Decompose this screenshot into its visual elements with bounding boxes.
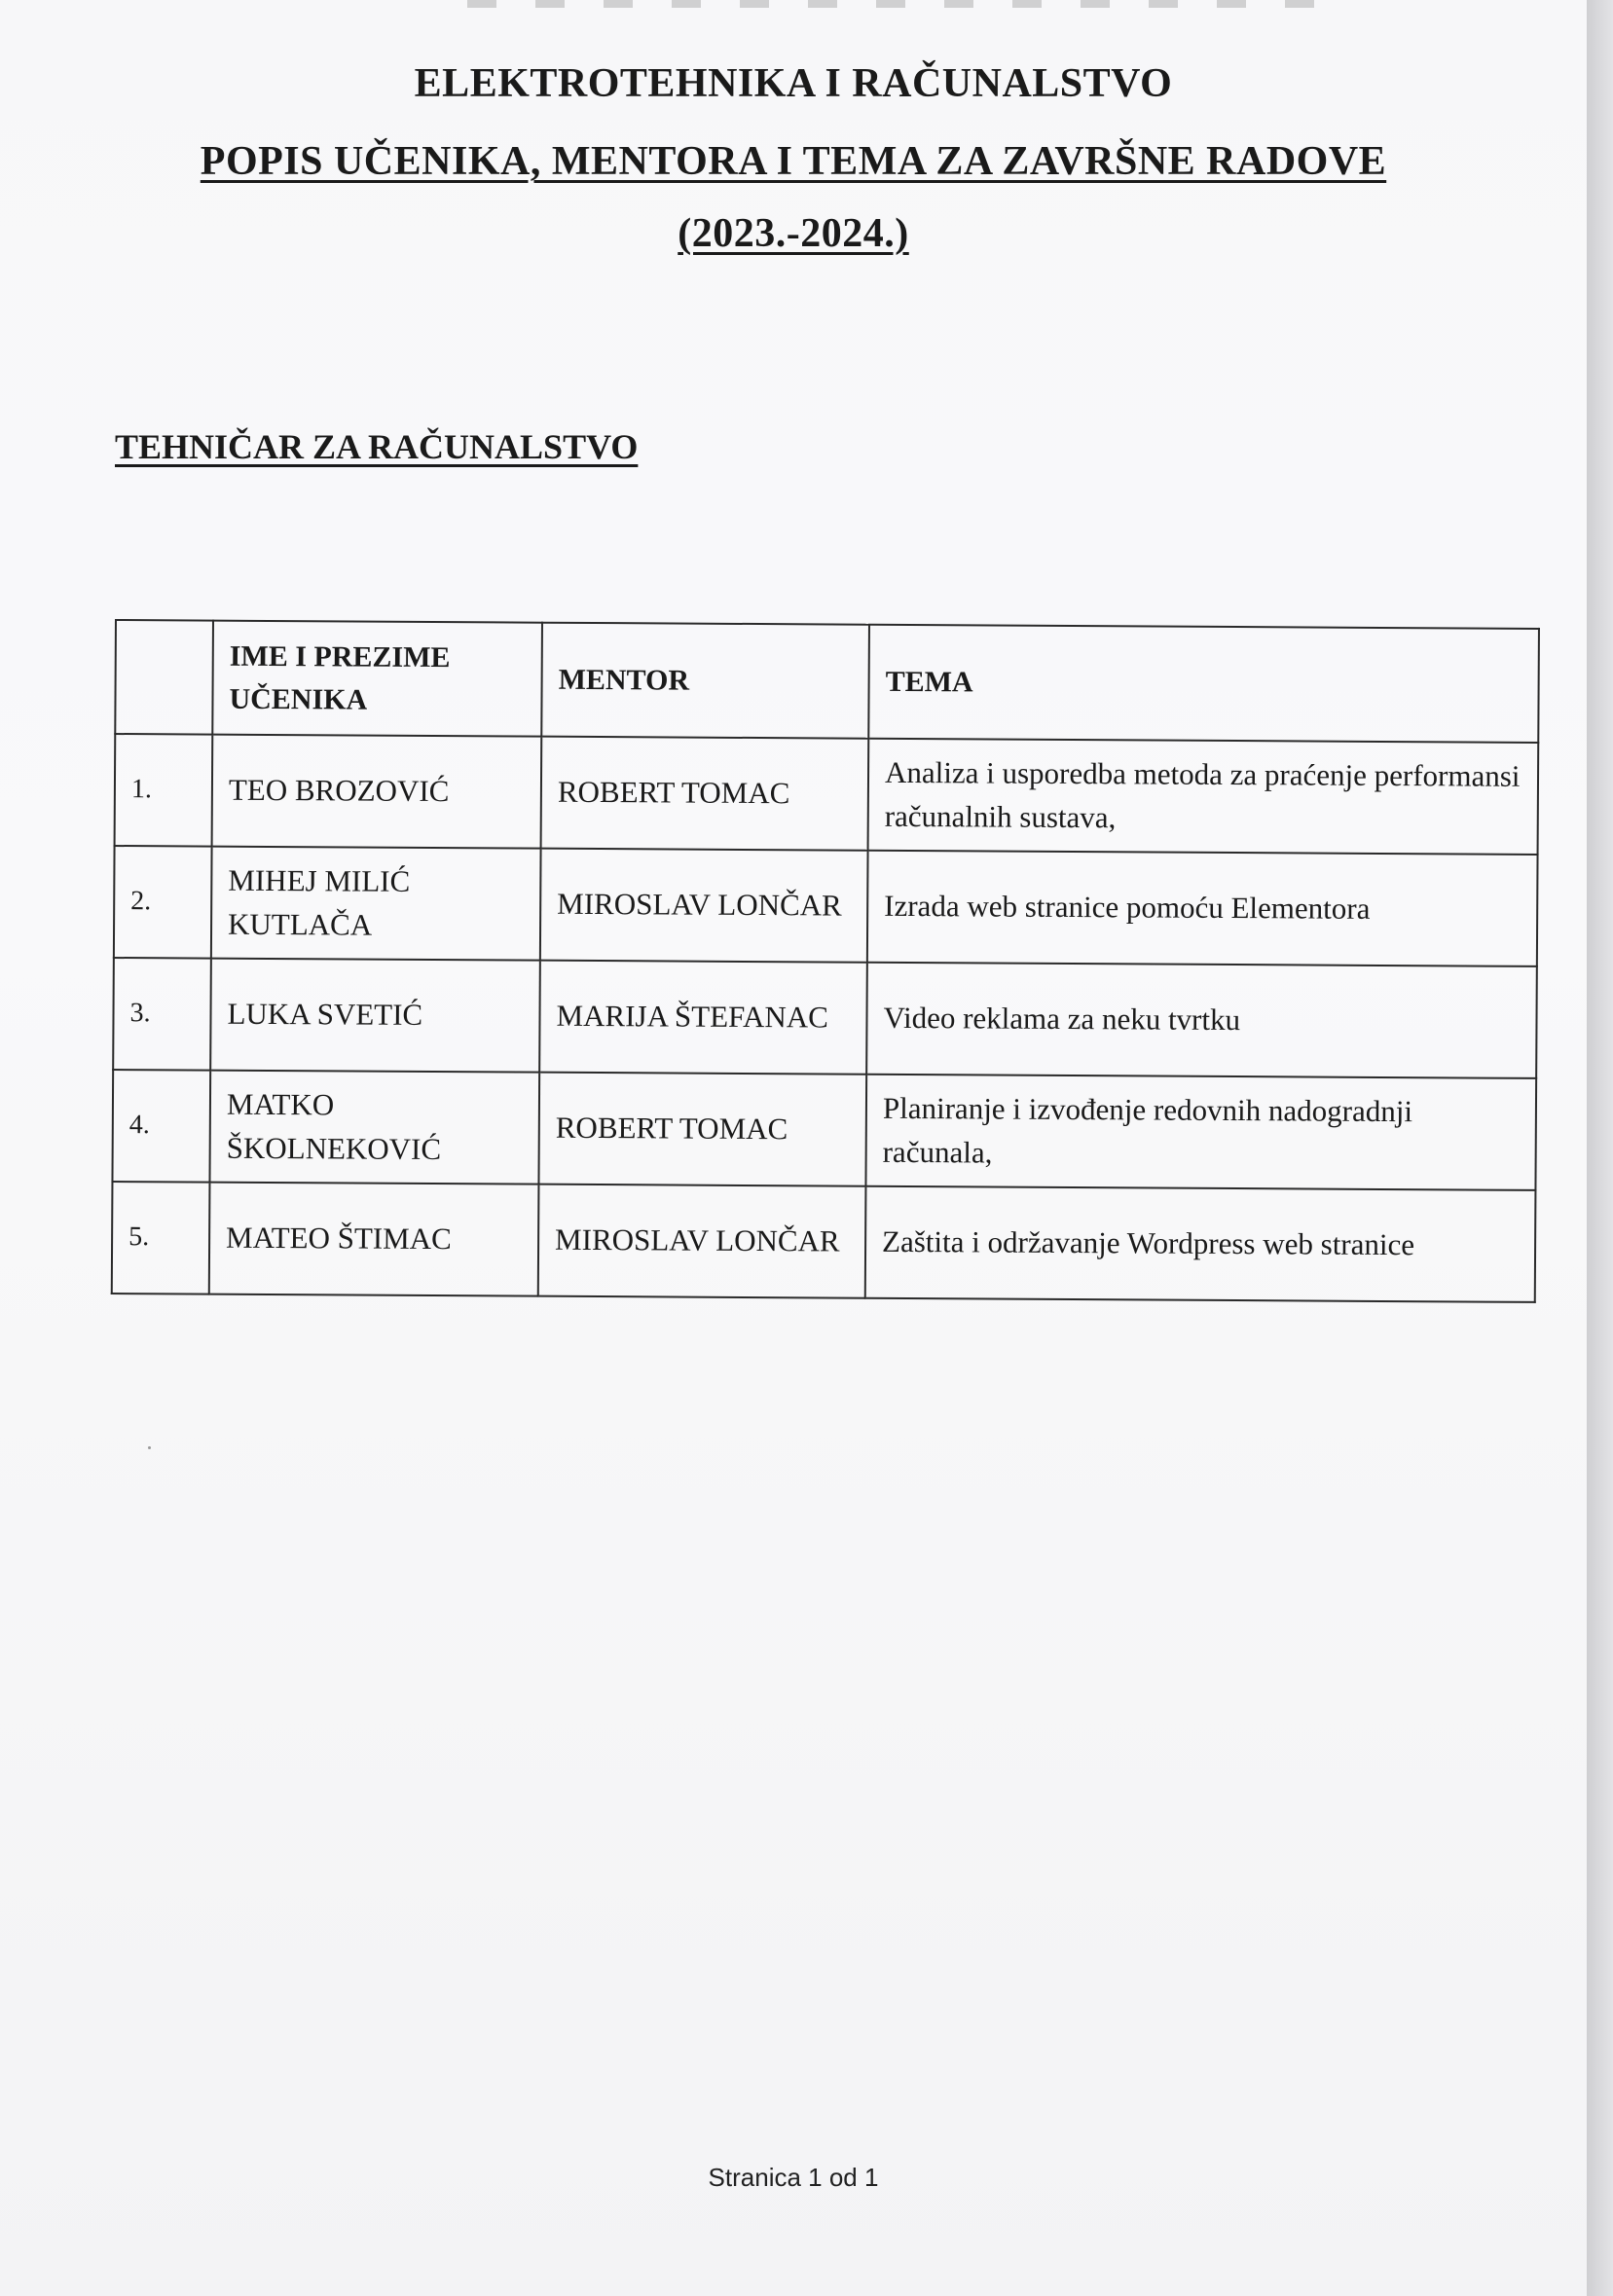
mentor-name: MIROSLAV LONČAR	[540, 849, 868, 963]
topic: Izrada web stranice pomoću Elementora	[867, 851, 1538, 966]
topic: Zaštita i održavanje Wordpress web stranice	[865, 1186, 1536, 1302]
row-number: 4.	[112, 1070, 210, 1183]
header-student: IME I PREZIME UČENIKA	[212, 621, 542, 737]
student-name: MIHEJ MILIĆ KUTLAČA	[211, 847, 541, 961]
mentor-name: MARIJA ŠTEFANAC	[539, 961, 867, 1075]
row-number: 3.	[113, 958, 211, 1071]
header-mentor: MENTOR	[541, 623, 869, 739]
mentor-name: ROBERT TOMAC	[538, 1073, 866, 1186]
row-number: 5.	[112, 1182, 210, 1294]
section-heading: TEHNIČAR ZA RAČUNALSTVO	[115, 427, 639, 466]
mentor-name: ROBERT TOMAC	[541, 737, 869, 851]
student-name: TEO BROZOVIĆ	[212, 735, 542, 849]
table-row	[112, 1182, 1536, 1302]
table-row	[114, 846, 1538, 966]
table-row	[115, 734, 1539, 855]
row-number: 1.	[115, 734, 213, 847]
paper-speck	[148, 1446, 151, 1449]
school-year: (2023.-2024.)	[678, 211, 909, 256]
topic: Planiranje i izvođenje redovnih nadogradnji računala,	[865, 1075, 1536, 1190]
topic: Analiza i usporedba metoda za praćenje performansi računalnih sustava,	[868, 739, 1539, 855]
mentor-name: MIROSLAV LONČAR	[538, 1184, 866, 1298]
table-row	[113, 958, 1537, 1078]
document-title: ELEKTROTEHNIKA I RAČUNALSTVO	[414, 61, 1173, 106]
header-topic: TEMA	[868, 625, 1539, 743]
row-number: 2.	[114, 846, 212, 959]
student-name: MATEO ŠTIMAC	[209, 1183, 539, 1296]
top-edge-bleed	[467, 0, 1343, 8]
header-number	[115, 620, 213, 735]
table-header-row	[115, 620, 1539, 743]
document-subtitle: POPIS UČENIKA, MENTORA I TEMA ZA ZAVRŠNE RADOVE	[200, 139, 1387, 184]
table-row	[112, 1070, 1536, 1190]
student-name: MATKO ŠKOLNEKOVIĆ	[209, 1071, 539, 1184]
background-surface	[1587, 0, 1613, 2296]
students-table	[111, 619, 1540, 1303]
topic: Video reklama za neku tvrtku	[866, 963, 1537, 1078]
student-name: LUKA SVETIĆ	[210, 959, 540, 1073]
page-footer: Stranica 1 od 1	[708, 2163, 879, 2192]
